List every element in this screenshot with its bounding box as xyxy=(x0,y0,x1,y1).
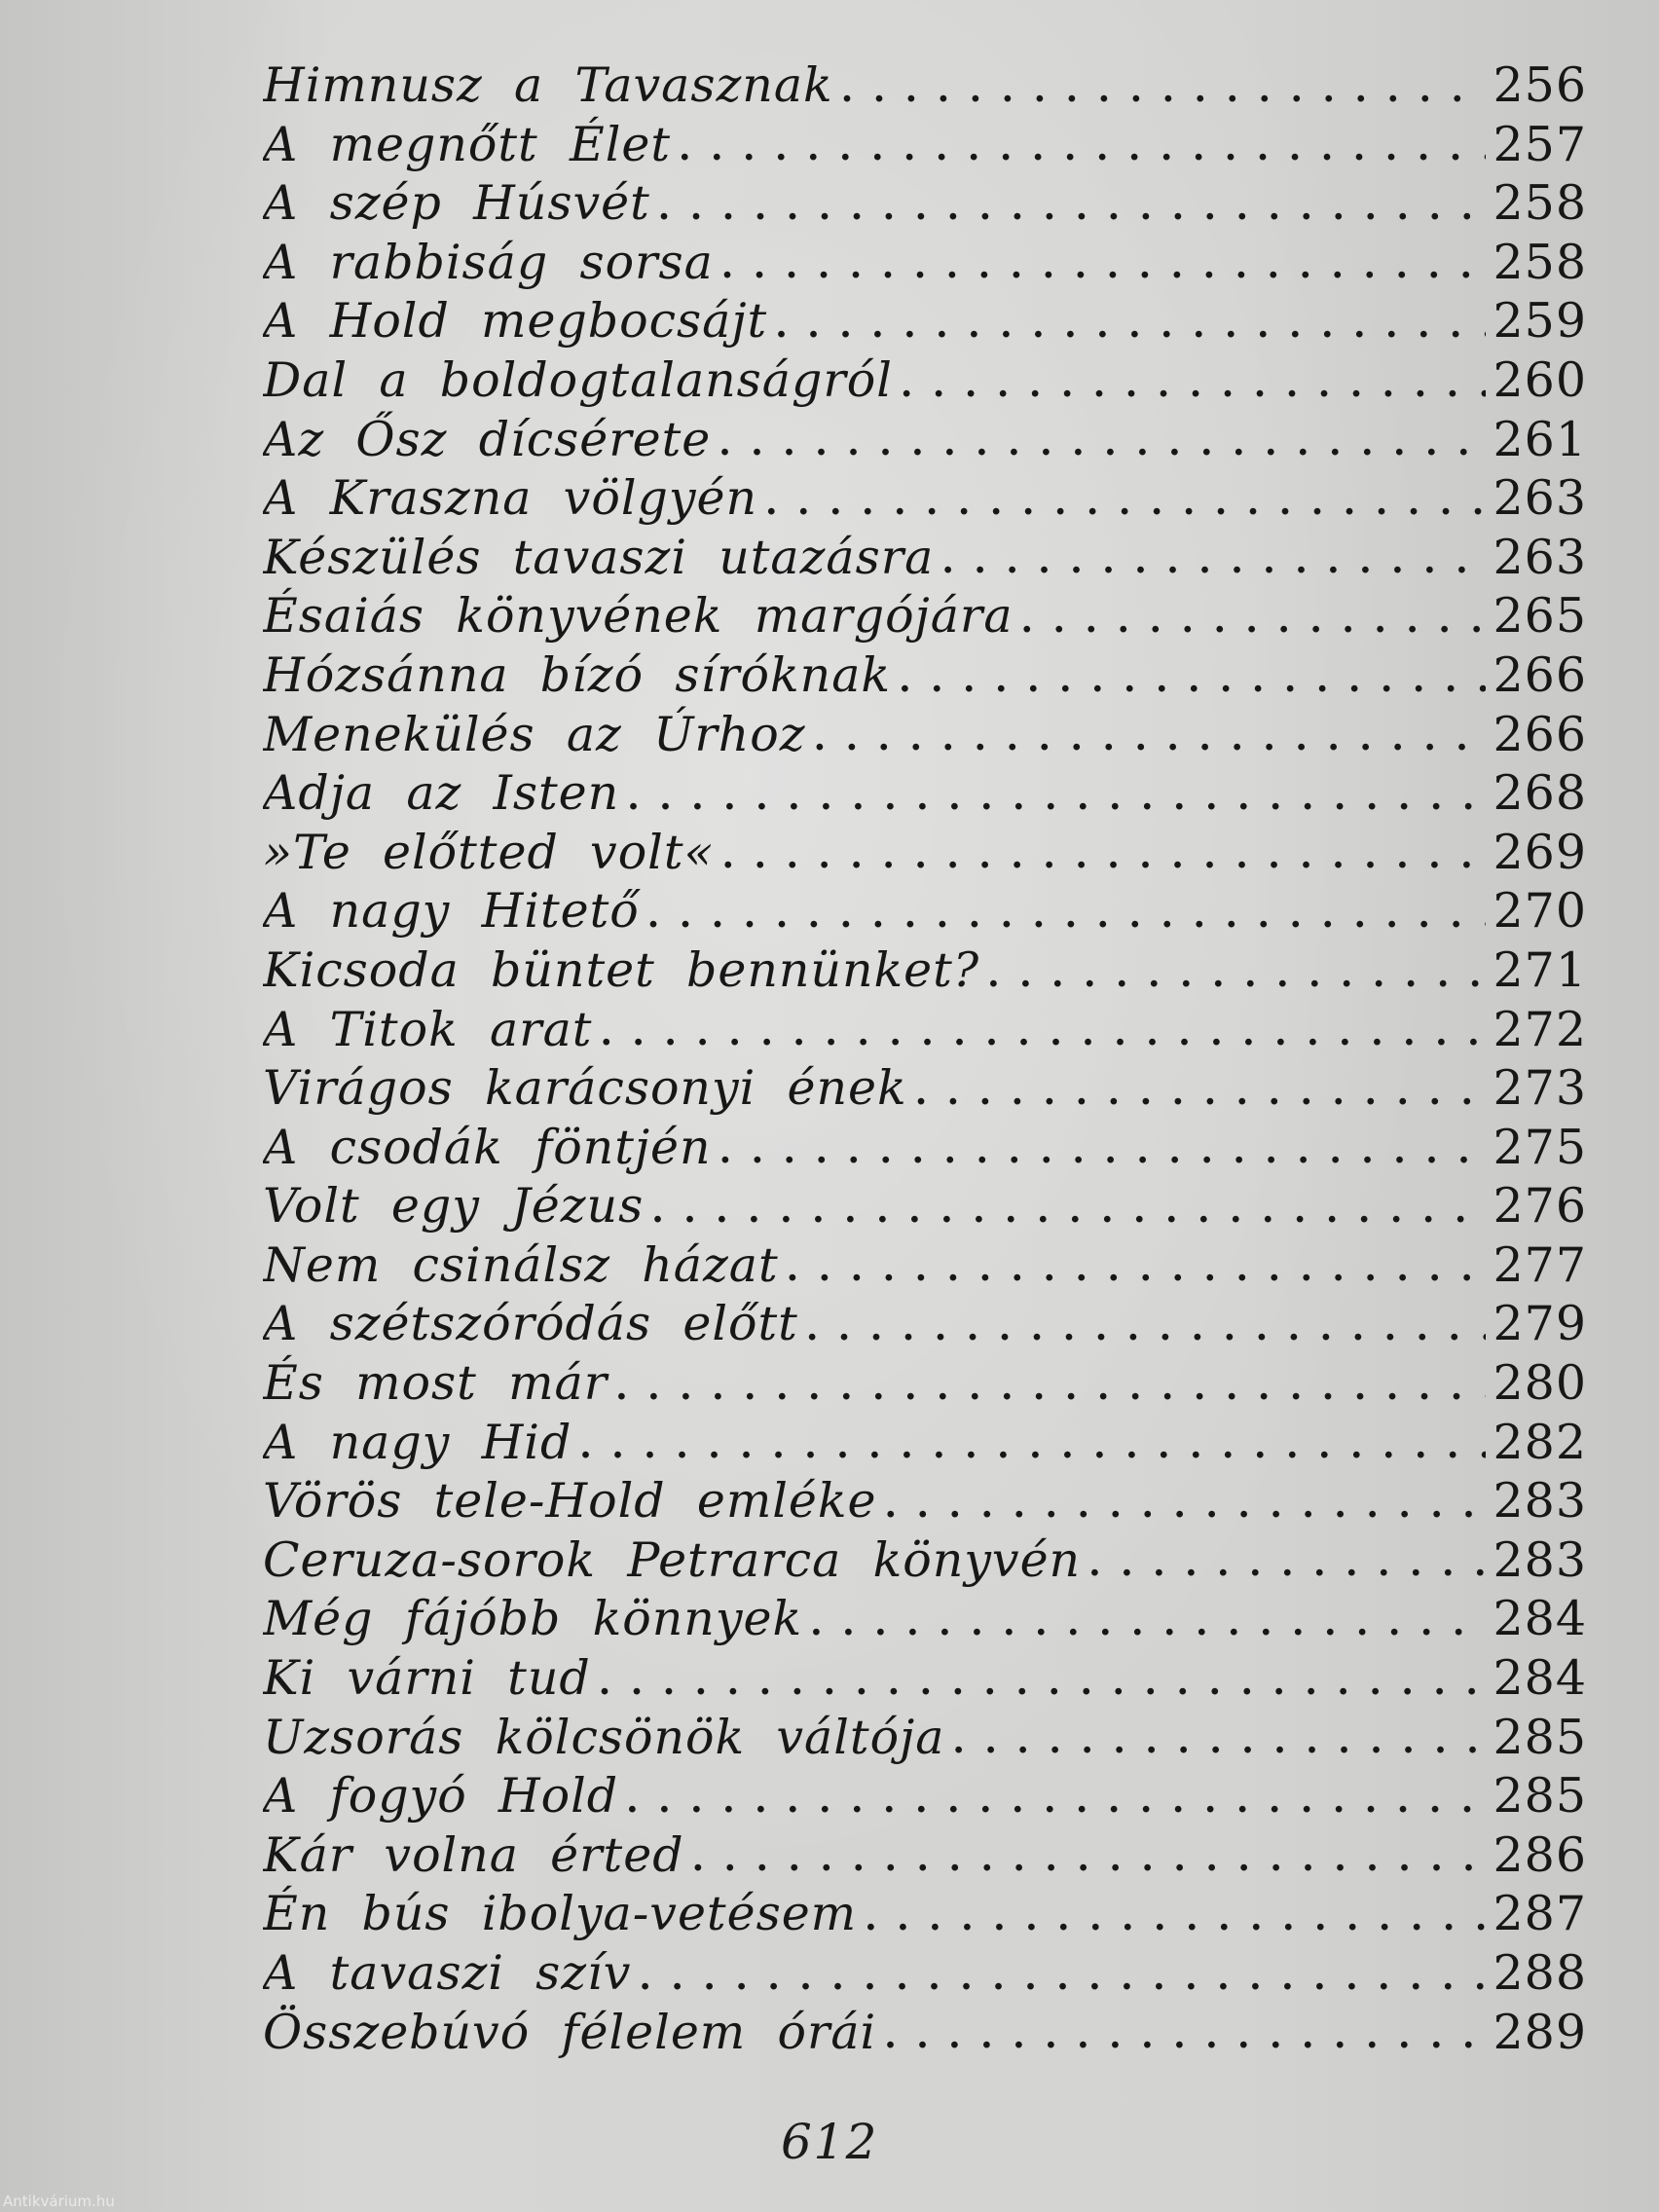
toc-entry-title: A szép Húsvét xyxy=(263,175,650,232)
toc-entry-title: Himnusz a Tavasznak xyxy=(263,57,833,113)
dot-leader xyxy=(884,2004,1486,2063)
toc-entry xyxy=(263,174,1587,234)
toc-entry xyxy=(263,1590,1587,1649)
toc-entry-page: 258 xyxy=(1493,175,1587,232)
dot-leader xyxy=(647,882,1486,941)
toc-entry-page: 277 xyxy=(1493,1236,1587,1293)
toc-entry-title: Az Ősz dícsérete xyxy=(263,411,712,467)
toc-entry-page: 260 xyxy=(1493,351,1587,408)
toc-entry-page: 285 xyxy=(1493,1768,1587,1825)
dot-leader xyxy=(915,1059,1486,1119)
toc-entry-page: 263 xyxy=(1493,529,1587,585)
dot-leader xyxy=(787,1236,1486,1296)
dot-leader xyxy=(987,941,1486,1001)
dot-leader xyxy=(885,1472,1486,1531)
toc-entry xyxy=(263,1826,1587,1886)
toc-entry-title: Adja az Isten xyxy=(263,765,620,822)
toc-entry-title: Hózsánna bízó síróknak xyxy=(263,646,892,703)
dot-leader xyxy=(719,1119,1486,1178)
toc-entry-title: Volt egy Jézus xyxy=(263,1178,645,1235)
toc-entry-page: 288 xyxy=(1493,1945,1587,2001)
toc-entry-page: 284 xyxy=(1493,1650,1587,1707)
toc-entry-title: »Te előtted volt« xyxy=(263,824,715,880)
dot-leader xyxy=(692,1826,1486,1886)
toc-entry xyxy=(263,1767,1587,1826)
toc-entry-page: 273 xyxy=(1493,1060,1587,1117)
toc-entry-title: Ki várni tud xyxy=(263,1650,591,1707)
toc-entry xyxy=(263,824,1587,883)
toc-entry xyxy=(263,706,1587,765)
toc-entry xyxy=(263,882,1587,941)
toc-entry-title: Még fájóbb könnyek xyxy=(263,1591,803,1647)
dot-leader xyxy=(865,1885,1486,1944)
toc-entry xyxy=(263,1472,1587,1531)
toc-entry xyxy=(263,1354,1587,1414)
toc-entry xyxy=(263,1177,1587,1236)
toc-entry-title: Dal a boldogtalanságról xyxy=(263,351,893,408)
toc-entry-page: 270 xyxy=(1493,883,1587,940)
dot-leader xyxy=(658,174,1486,234)
dot-leader xyxy=(841,56,1486,116)
dot-leader xyxy=(719,411,1486,470)
toc-entry xyxy=(263,1885,1587,1944)
dot-leader xyxy=(651,1177,1486,1236)
toc-entry xyxy=(263,116,1587,175)
toc-entry-page: 289 xyxy=(1493,2004,1587,2060)
watermark: Antikvárium.hu xyxy=(3,2193,115,2210)
toc-entry xyxy=(263,234,1587,293)
toc-entry-page: 261 xyxy=(1493,411,1587,467)
toc-entry-title: Kár volna érted xyxy=(263,1826,684,1883)
toc-entry-title: A Kraszna völgyén xyxy=(263,470,757,527)
toc-entry xyxy=(263,1944,1587,2004)
toc-entry xyxy=(263,1119,1587,1178)
toc-entry-page: 279 xyxy=(1493,1296,1587,1352)
toc-entry-title: Nem csinálsz házat xyxy=(263,1236,779,1293)
toc-entry-title: Én bús ibolya-vetésem xyxy=(263,1886,858,1942)
toc-entry xyxy=(263,1001,1587,1060)
toc-entry xyxy=(263,764,1587,824)
dot-leader xyxy=(814,706,1486,765)
toc-entry-page: 275 xyxy=(1493,1119,1587,1175)
dot-leader xyxy=(626,1767,1486,1826)
dot-leader xyxy=(579,1414,1486,1473)
dot-leader xyxy=(810,1590,1486,1649)
dot-leader xyxy=(775,292,1486,351)
toc-entry xyxy=(263,1295,1587,1354)
dot-leader xyxy=(599,1649,1486,1709)
toc-entry xyxy=(263,56,1587,116)
toc-entry-page: 256 xyxy=(1493,57,1587,113)
toc-entry-page: 271 xyxy=(1493,941,1587,998)
toc-entry xyxy=(263,2004,1587,2063)
toc-entry-title: Összebúvó félelem órái xyxy=(263,2004,877,2060)
toc-entry-page: 280 xyxy=(1493,1355,1587,1412)
toc-entry-title: A tavaszi szív xyxy=(263,1945,632,2001)
toc-entry-title: A Titok arat xyxy=(263,1001,593,1057)
toc-entry xyxy=(263,469,1587,529)
dot-leader xyxy=(721,234,1486,293)
dot-leader xyxy=(1088,1531,1486,1591)
dot-leader xyxy=(941,529,1486,588)
toc-entry-title: És most már xyxy=(263,1355,608,1412)
toc-entry xyxy=(263,1649,1587,1709)
toc-entry xyxy=(263,411,1587,470)
toc-entry-page: 265 xyxy=(1493,588,1587,645)
toc-entry-page: 266 xyxy=(1493,706,1587,762)
toc-entry-title: A fogyó Hold xyxy=(263,1768,619,1825)
toc-entry-title: Ceruza-sorok Petrarca könyvén xyxy=(263,1531,1082,1588)
dot-leader xyxy=(901,351,1486,411)
table-of-contents xyxy=(263,56,1587,2062)
toc-entry-page: 283 xyxy=(1493,1531,1587,1588)
toc-entry-title: A szétszóródás előtt xyxy=(263,1296,798,1352)
toc-entry-page: 268 xyxy=(1493,765,1587,822)
toc-entry-page: 276 xyxy=(1493,1178,1587,1235)
dot-leader xyxy=(615,1354,1486,1414)
toc-entry xyxy=(263,351,1587,411)
toc-entry-page: 283 xyxy=(1493,1473,1587,1530)
dot-leader xyxy=(721,824,1486,883)
toc-entry-title: Virágos karácsonyi ének xyxy=(263,1060,907,1117)
toc-entry-page: 282 xyxy=(1493,1414,1587,1470)
dot-leader xyxy=(952,1709,1486,1768)
toc-entry-page: 257 xyxy=(1493,116,1587,172)
toc-entry-title: A megnőtt Élet xyxy=(263,116,672,172)
page-number: 612 xyxy=(781,2114,878,2170)
toc-entry-title: Készülés tavaszi utazásra xyxy=(263,529,935,585)
toc-entry-page: 258 xyxy=(1493,234,1587,290)
dot-leader xyxy=(679,116,1486,175)
toc-entry xyxy=(263,646,1587,706)
toc-entry-title: A nagy Hitető xyxy=(263,883,640,940)
toc-entry xyxy=(263,1236,1587,1296)
toc-entry-page: 286 xyxy=(1493,1826,1587,1883)
toc-entry xyxy=(263,587,1587,646)
toc-entry xyxy=(263,292,1587,351)
toc-entry-page: 285 xyxy=(1493,1709,1587,1765)
toc-entry xyxy=(263,941,1587,1001)
toc-entry-title: Ésaiás könyvének margójára xyxy=(263,588,1014,645)
dot-leader xyxy=(639,1944,1486,2004)
toc-entry-title: Menekülés az Úrhoz xyxy=(263,706,806,762)
toc-entry-title: Kicsoda büntet bennünket? xyxy=(263,941,980,998)
toc-entry xyxy=(263,529,1587,588)
toc-entry-title: A csodák föntjén xyxy=(263,1119,712,1175)
dot-leader xyxy=(806,1295,1486,1354)
toc-entry xyxy=(263,1414,1587,1473)
toc-entry xyxy=(263,1059,1587,1119)
toc-entry-title: A nagy Hid xyxy=(263,1414,572,1470)
toc-entry xyxy=(263,1709,1587,1768)
dot-leader xyxy=(899,646,1486,706)
toc-entry-page: 272 xyxy=(1493,1001,1587,1057)
toc-entry xyxy=(263,1531,1587,1591)
toc-entry-page: 284 xyxy=(1493,1591,1587,1647)
toc-entry-title: A rabbiság sorsa xyxy=(263,234,714,290)
dot-leader xyxy=(1021,587,1486,646)
toc-entry-title: A Hold megbocsájt xyxy=(263,293,768,350)
toc-entry-page: 266 xyxy=(1493,646,1587,703)
toc-entry-page: 259 xyxy=(1493,293,1587,350)
dot-leader xyxy=(627,764,1486,824)
toc-entry-page: 269 xyxy=(1493,824,1587,880)
toc-entry-page: 287 xyxy=(1493,1886,1587,1942)
dot-leader xyxy=(600,1001,1486,1060)
toc-entry-title: Uzsorás kölcsönök váltója xyxy=(263,1709,945,1765)
toc-entry-title: Vörös tele-Hold emléke xyxy=(263,1473,877,1530)
dot-leader xyxy=(765,469,1486,529)
toc-entry-page: 263 xyxy=(1493,470,1587,527)
